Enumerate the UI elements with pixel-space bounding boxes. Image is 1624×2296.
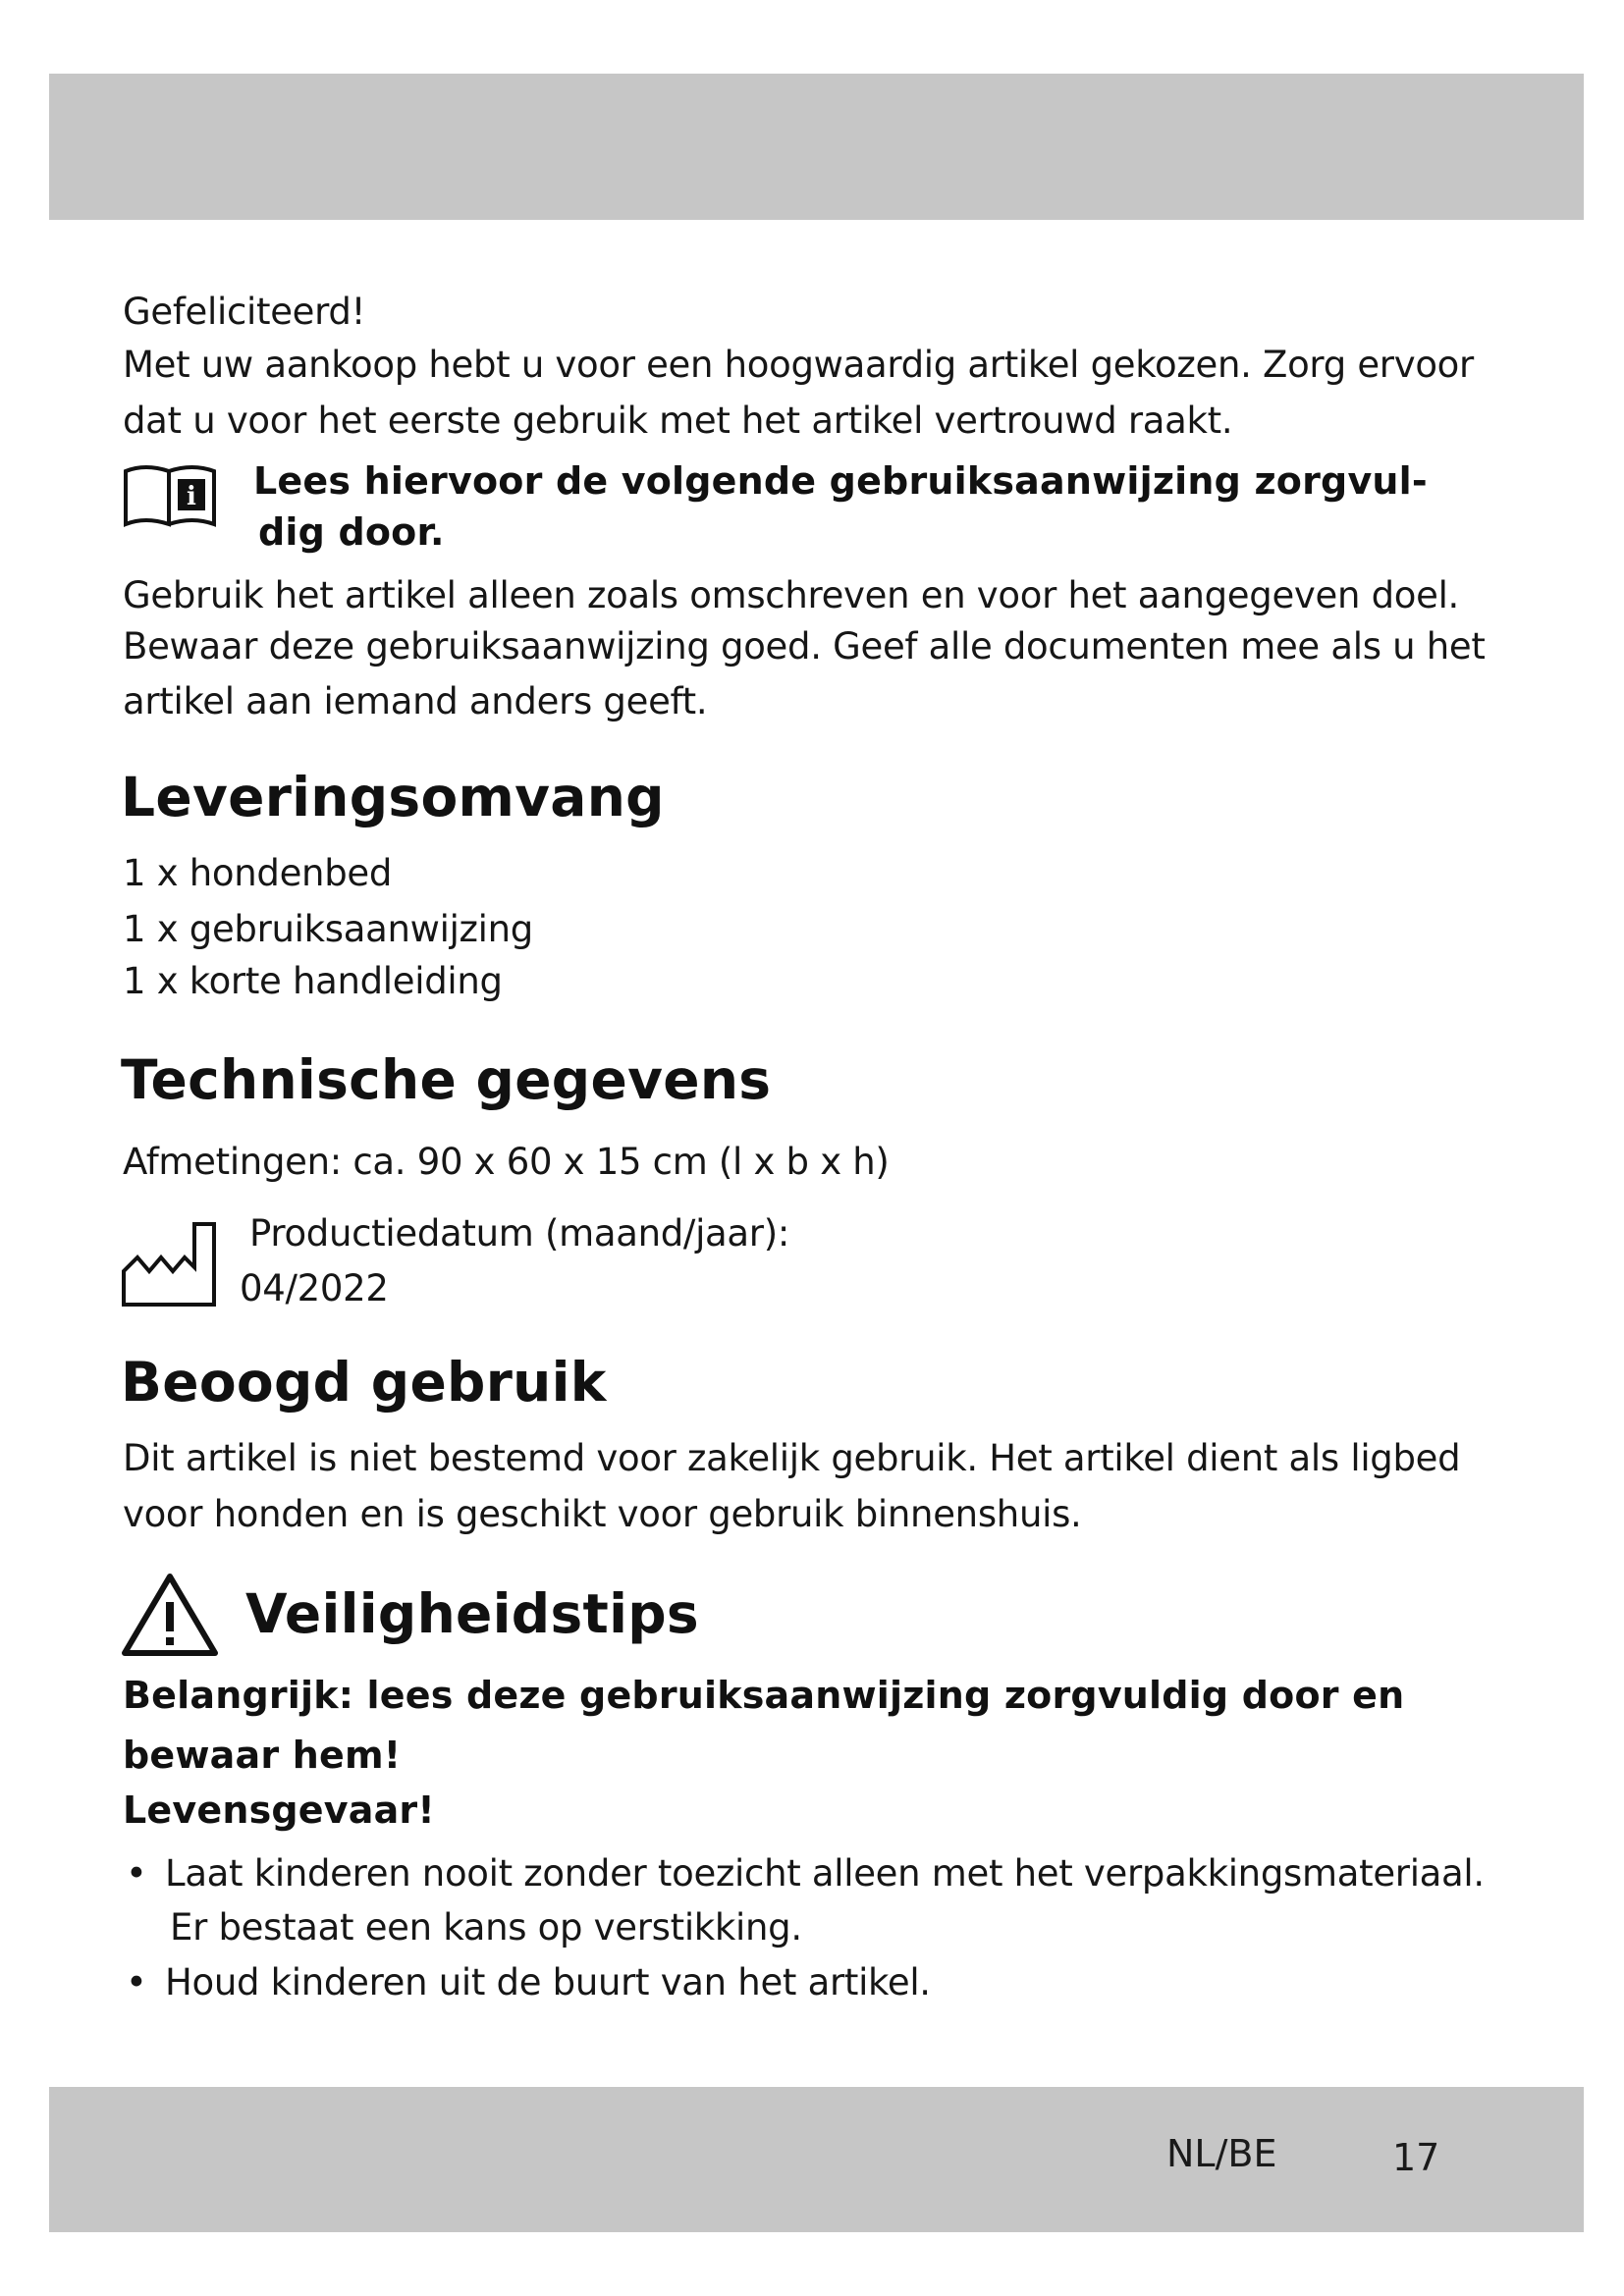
technical-heading: Technische gegevens [121,1048,772,1111]
scope-heading: Leveringsomvang [121,766,665,828]
notice-line-2: dig door. [258,510,445,554]
intended-use-heading: Beoogd gebruik [121,1351,607,1414]
svg-text:i: i [187,482,196,511]
bullet-2: Houd kinderen uit de buurt van het artikel. [165,1961,931,2003]
intro-line-2: dat u voor het eerste gebruik met het artikel vertrouwd raakt. [123,400,1233,442]
danger-heading: Levensgevaar! [123,1789,435,1832]
footer-band [49,2087,1584,2232]
intro-line-4: Bewaar deze gebruiksaanwijzing goed. Geef alle documenten mee als u het [123,625,1486,667]
important-line-1: Belangrijk: lees deze gebruiksaanwijzing zorgvuldig door en [123,1674,1405,1717]
header-band [49,74,1584,220]
info-book-icon [122,461,220,530]
intended-use-line-2: voor honden en is geschikt voor gebruik binnenshuis. [123,1493,1082,1535]
scope-item: 1 x korte handleiding [123,960,503,1002]
intro-line-3: Gebruik het artikel alleen zoals omschreven en voor het aangegeven doel. [123,574,1460,616]
warning-triangle-icon [121,1571,219,1659]
dimensions: Afmetingen: ca. 90 x 60 x 15 cm (l x b x h) [123,1141,890,1183]
intro-line-5: artikel aan iemand anders geeft. [123,680,708,722]
production-label: Productiedatum (maand/jaar): [249,1212,790,1255]
production-date: 04/2022 [240,1267,389,1309]
notice-line-1: Lees hiervoor de volgende gebruiksaanwijzing zorgvul- [253,459,1428,503]
page-number: 17 [1392,2136,1440,2179]
footer-locale: NL/BE [1166,2132,1277,2175]
safety-heading: Veiligheidstips [245,1582,699,1645]
intro-line-1: Met uw aankoop hebt u voor een hoogwaardig artikel gekozen. Zorg ervoor [123,344,1474,386]
bullet-mark: • [126,1852,147,1895]
scope-item: 1 x hondenbed [123,852,393,894]
scope-item: 1 x gebruiksaanwijzing [123,908,533,950]
important-line-2: bewaar hem! [123,1734,402,1777]
bullet-mark: • [126,1961,147,2003]
bullet-1-line-1: Laat kinderen nooit zonder toezicht alleen met het verpakkingsmateriaal. [165,1852,1485,1895]
factory-icon [120,1220,218,1308]
greeting: Gefeliciteerd! [123,291,366,333]
bullet-1-line-2: Er bestaat een kans op verstikking. [170,1906,802,1949]
intended-use-line-1: Dit artikel is niet bestemd voor zakelijk gebruik. Het artikel dient als ligbed [123,1437,1461,1479]
